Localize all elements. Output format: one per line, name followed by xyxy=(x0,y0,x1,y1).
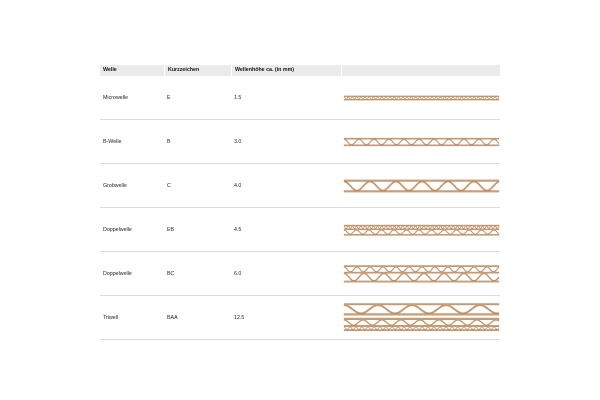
row-code: BC xyxy=(167,270,175,277)
row-code: BAA xyxy=(167,314,178,321)
header-kurzzeichen: Kurzzeichen xyxy=(164,65,231,76)
table-row xyxy=(100,120,500,164)
row-height: 6.0 xyxy=(234,270,242,277)
table-row xyxy=(100,76,500,120)
row-height: 4.5 xyxy=(234,226,242,233)
flute-profile-illustration xyxy=(343,81,500,115)
table-header xyxy=(100,65,500,76)
row-height: 3.0 xyxy=(234,138,242,145)
header-profile xyxy=(341,65,500,76)
flute-profile-illustration xyxy=(343,125,500,159)
row-name: Microwelle xyxy=(103,94,129,101)
header-wellenhoehe: Wellenhöhe ca. (in mm) xyxy=(231,65,341,76)
flute-profile-illustration xyxy=(343,169,500,203)
flute-profile-illustration xyxy=(343,257,500,291)
row-code: EB xyxy=(167,226,175,233)
row-height: 12.5 xyxy=(234,314,245,321)
corrugation-table xyxy=(100,65,500,340)
row-profile xyxy=(341,76,500,119)
flute-profile-illustration xyxy=(343,301,500,335)
table-row xyxy=(100,164,500,208)
row-height: 1.5 xyxy=(234,94,242,101)
row-name: Doppelwelle xyxy=(103,270,132,277)
table-row xyxy=(100,252,500,296)
row-code: E xyxy=(167,94,171,101)
header-welle: Welle xyxy=(100,65,164,76)
row-profile xyxy=(341,164,500,207)
row-name: Doppelwelle xyxy=(103,226,132,233)
row-name: Grobwelle xyxy=(103,182,127,189)
table-row xyxy=(100,296,500,340)
row-profile xyxy=(341,252,500,295)
row-code: C xyxy=(167,182,171,189)
flute-profile-illustration xyxy=(343,213,500,247)
row-height: 4.0 xyxy=(234,182,242,189)
table-row xyxy=(100,208,500,252)
row-name: B-Welle xyxy=(103,138,122,145)
row-profile xyxy=(341,208,500,251)
row-name: Triwell xyxy=(103,314,119,321)
row-code: B xyxy=(167,138,171,145)
row-profile xyxy=(341,296,500,339)
row-profile xyxy=(341,120,500,163)
